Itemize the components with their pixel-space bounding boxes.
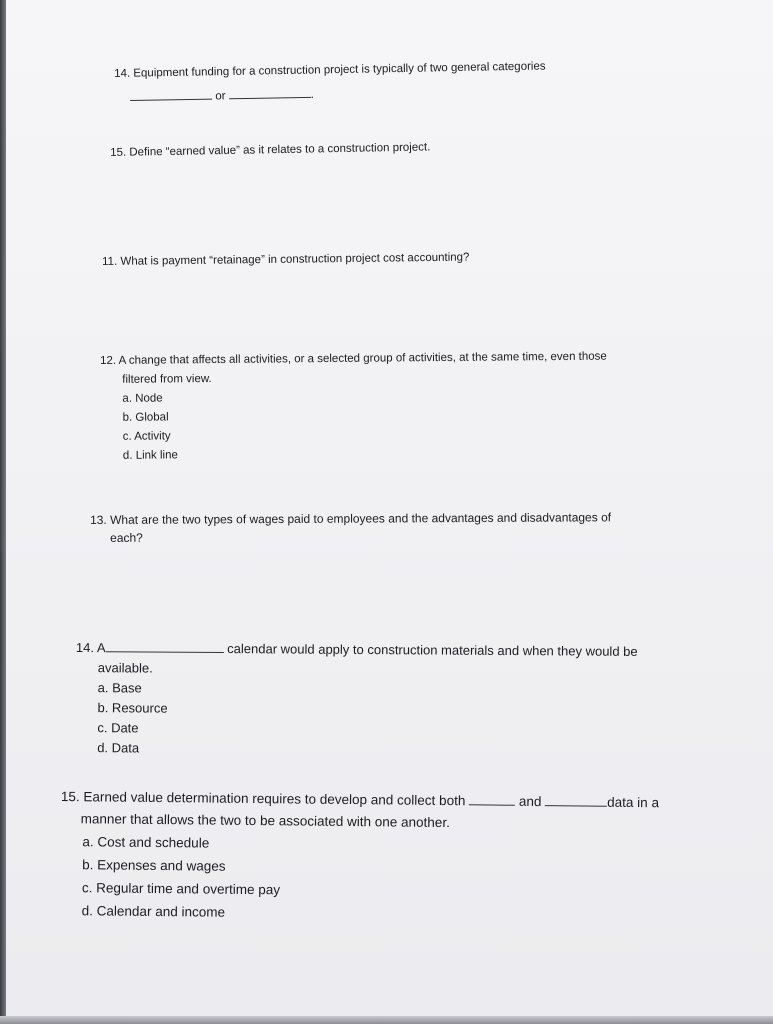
and-text: and (518, 793, 542, 810)
question-text-line2: each? (110, 530, 143, 545)
option-a[interactable]: a. Cost and schedule (82, 834, 210, 851)
option-d[interactable]: d. Link line (122, 449, 178, 462)
question-text: 15. Define “earned value” as it relates to a construction project. (110, 141, 431, 159)
option-b[interactable]: b. Global (122, 411, 169, 424)
option-b[interactable]: b. Expenses and wages (82, 857, 226, 874)
question-equipment-funding (114, 58, 546, 82)
question-text-suffix: data in a (607, 794, 660, 811)
option-a[interactable]: a. Node (122, 392, 163, 405)
page-bottom-shadow (0, 1016, 773, 1024)
answer-blank-2[interactable] (229, 96, 311, 99)
question-text: 14. Equipment funding for a construction project is typically of two general categories (114, 60, 546, 80)
or-text: or (215, 90, 226, 103)
question-text: 11. What is payment “retainage” in construction project cost accounting? (102, 251, 470, 268)
question-text-suffix: calendar would apply to construction materials and when they would be (227, 641, 638, 659)
option-c[interactable]: c. Regular time and overtime pay (81, 880, 281, 898)
option-a[interactable]: a. Base (97, 680, 142, 696)
worksheet-page (6, 0, 773, 1016)
answer-blank[interactable] (106, 650, 224, 653)
question-text-prefix: 15. Earned value determination requires to develop and collect both (60, 788, 466, 809)
period-text: . (310, 88, 315, 101)
answer-blank-1[interactable] (130, 98, 212, 101)
question-earned-value (110, 139, 430, 161)
option-c[interactable]: c. Date (97, 720, 139, 736)
question-text-line2: manner that allows the two to be associated with one another. (80, 811, 450, 831)
answer-blank-1[interactable] (469, 803, 515, 805)
answer-blank-2[interactable] (545, 804, 607, 807)
question-earned-value-determination (60, 786, 660, 928)
option-b[interactable]: b. Resource (97, 700, 168, 716)
question-retainage (102, 250, 470, 270)
option-d[interactable]: d. Data (97, 740, 140, 756)
question-text-line2: filtered from view. (122, 373, 212, 386)
question-text-line2: available. (97, 660, 153, 676)
question-text-line1: 12. A change that affects all activities, or a selected group of activities, at the same time, even those (100, 350, 607, 367)
question-text-prefix: 14. A (75, 639, 106, 656)
question-global-change (100, 349, 608, 466)
question-equipment-funding-blanks (130, 87, 314, 106)
question-wage-types (90, 508, 611, 547)
question-text-line1: 13. What are the two types of wages paid to employees and the advantages and disadvantages of (90, 510, 612, 527)
option-d[interactable]: d. Calendar and income (81, 903, 226, 920)
option-c[interactable]: c. Activity (122, 430, 171, 443)
question-calendar (75, 638, 638, 762)
